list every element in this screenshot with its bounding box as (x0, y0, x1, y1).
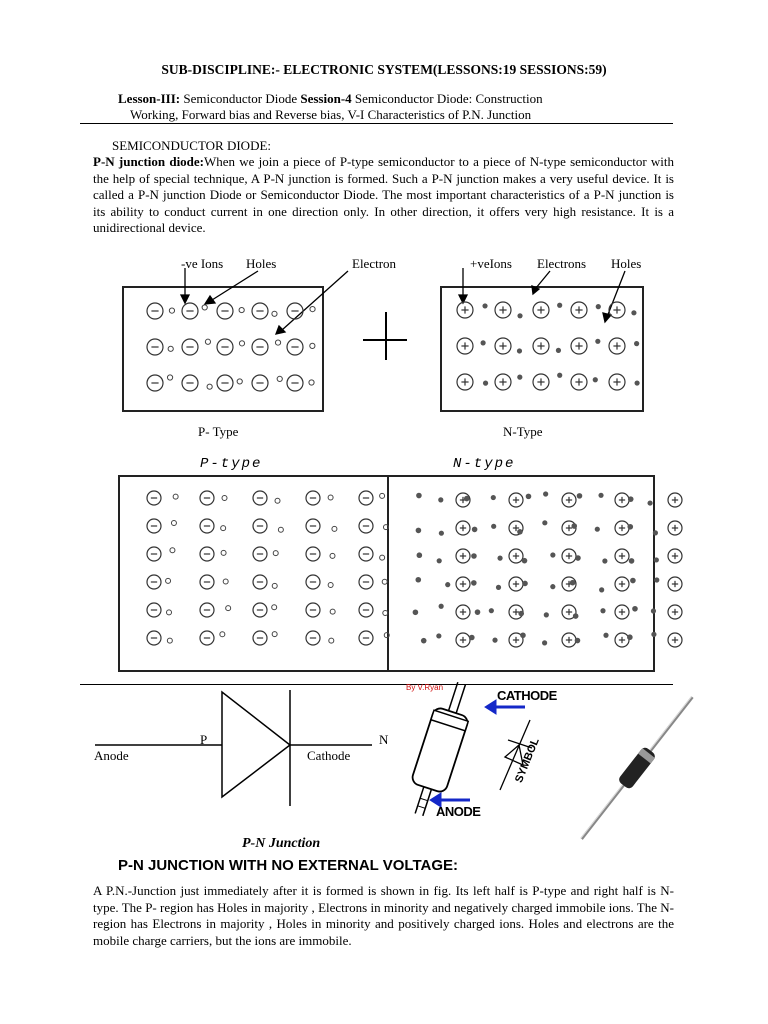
label-p-type-handwritten: P-type (200, 456, 263, 472)
session-label: Session-4 (300, 91, 352, 106)
lesson-label: Lesson-III: (118, 91, 181, 106)
section2-heading: P-N JUNCTION WITH NO EXTERNAL VOLTAGE: (118, 857, 458, 874)
caption-n-type: N-Type (503, 424, 543, 439)
label-holes-n: Holes (611, 256, 642, 271)
diode-caption: P-N Junction (242, 836, 321, 851)
cathode-label: CATHODE (497, 688, 557, 703)
diode-credit: By V.Ryan (406, 683, 444, 692)
diode-photo (575, 692, 698, 844)
document-title: SUB-DISCIPLINE:- ELECTRONIC SYSTEM(LESSONS:19 SESSIONS:59) (161, 62, 607, 77)
session-text-1: Semiconductor Diode: Construction (354, 91, 543, 106)
symbol-label: SYMBOL (513, 736, 542, 785)
diode-label-p: P (200, 732, 208, 747)
lesson-text: Semiconductor Diode (183, 91, 298, 106)
label-neg-ions: -ve Ions (181, 256, 224, 271)
diode-label-anode: Anode (94, 748, 129, 763)
session-text-2: Working, Forward bias and Reverse bias, V-I Characteristics of P.N. Junction (130, 107, 532, 122)
label-electron: Electron (352, 256, 397, 271)
label-electrons: Electrons (537, 256, 587, 271)
caption-p-type: P- Type (198, 424, 239, 439)
intro-body: When we join a piece of P-type semiconductor to a piece of N-type semiconductor with the help of special technique, A P-N junction is formed. Such a P-N junction makes a very useful device. It is called a P-N junction Diode or Semiconductor Diode. The most important characteristics of a P-N junction is its ability to conduct current in one direction only. In other direction, it offers very high resistance. It is a unidirectional device. (93, 154, 674, 235)
label-holes-p: Holes (246, 256, 277, 271)
section-heading: SEMICONDUCTOR DIODE: (112, 138, 272, 153)
section2-paragraph: A P.N.-Junction just immediately after it is formed is shown in fig. Its left half is P-type and right half is N-type. The P- region has Holes in majority , Electrons in minority and negatively charged immobile ions. The N- region has Electrons in majority , Holes in minority and positively charged ions. Holes and electrons are the mobile charge carriers, but the ions are immobile. (93, 883, 674, 948)
diode-label-cathode: Cathode (307, 748, 351, 763)
term-pn-junction-diode: P-N junction diode: (93, 154, 205, 169)
label-pos-ions: +veIons (470, 256, 512, 271)
label-n-type-handwritten: N-type (453, 456, 516, 472)
diode-label-n: N (379, 732, 389, 747)
anode-label: ANODE (436, 804, 481, 819)
